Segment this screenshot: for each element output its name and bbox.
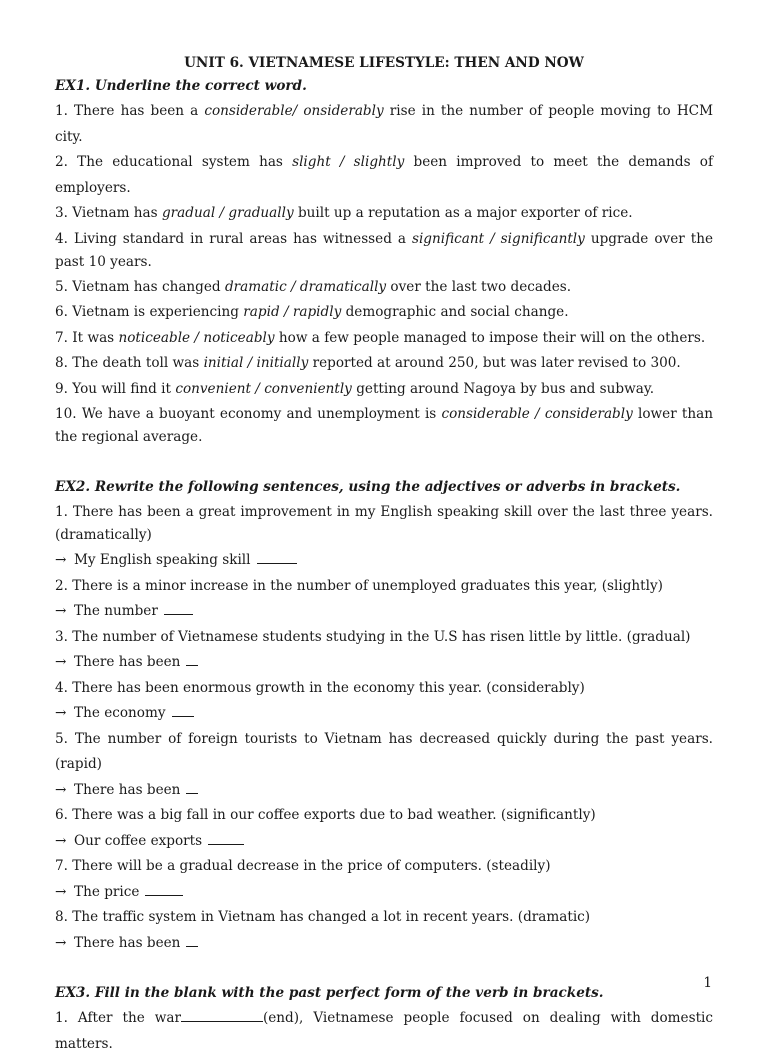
- ex1-options[interactable]: dramatic / dramatically: [224, 278, 387, 295]
- ex1-options[interactable]: noticeable / noticeably: [118, 329, 275, 346]
- ex1-item: 7. It was noticeable / noticeably how a few people managed to impose their will on the others.: [55, 329, 706, 346]
- ex1-item: 9. You will find it convenient / conveniently getting around Nagoya by bus and subway.: [55, 380, 655, 397]
- ex2-answer: → The price: [55, 880, 713, 906]
- ex1-heading: EX1. Underline the correct word.: [55, 78, 307, 94]
- document-title: UNIT 6. VIETNAMESE LIFESTYLE: THEN AND NOW: [184, 55, 584, 71]
- ex1-item: 3. Vietnam has gradual / gradually built up a reputation as a major exporter of rice.: [55, 205, 633, 221]
- ex1-item: 1. There has been a considerable/ onsiderably rise in the number of people moving to HCM city.: [55, 103, 713, 145]
- ex2-answer: → Our coffee exports: [55, 829, 713, 855]
- answer-blank[interactable]: [172, 704, 194, 717]
- ex3-item: 1. After the war (end), Vietnamese people focused on dealing with domestic matters.: [55, 1010, 713, 1052]
- answer-blank[interactable]: [181, 1009, 263, 1022]
- answer-blank[interactable]: [145, 883, 183, 896]
- ex1-item: 2. The educational system has slight / slightly been improved to meet the demands of employers.: [55, 154, 713, 196]
- ex2-question: 4. There has been enormous growth in the economy this year. (considerably): [55, 679, 585, 696]
- arrow-icon: →: [55, 552, 67, 568]
- ex1-options[interactable]: convenient / conveniently: [175, 380, 352, 397]
- ex1-item: 4. Living standard in rural areas has witnessed a significant / significantly upgrade over the past 10 years.: [55, 230, 713, 270]
- spacer: [55, 956, 713, 981]
- ex1-item: 10. We have a buoyant economy and unemployment is considerable / considerably lower than the regional average.: [55, 406, 713, 445]
- arrow-icon: →: [55, 832, 67, 849]
- answer-blank[interactable]: [186, 781, 198, 794]
- arrow-icon: →: [55, 603, 67, 619]
- arrow-icon: →: [55, 654, 67, 670]
- ex1-options[interactable]: gradual / gradually: [161, 205, 294, 221]
- arrow-icon: →: [55, 781, 67, 798]
- page-number: 1: [703, 975, 712, 991]
- ex2-question: 3. The number of Vietnamese students studying in the U.S has risen little by little. (gradual): [55, 628, 691, 645]
- ex1-options[interactable]: initial / initially: [203, 355, 309, 371]
- ex1-options[interactable]: rapid / rapidly: [243, 304, 342, 320]
- ex2-question: 5. The number of foreign tourists to Vietnam has decreased quickly during the past years. (rapid): [55, 730, 713, 772]
- document-page: [55, 52, 713, 1057]
- ex1-options[interactable]: considerable / considerably: [441, 406, 633, 422]
- answer-blank[interactable]: [257, 551, 297, 564]
- answer-blank[interactable]: [208, 832, 244, 845]
- spacer: [55, 450, 713, 475]
- ex2-question: 7. There will be a gradual decrease in the price of computers. (steadily): [55, 858, 551, 874]
- ex2-question: 6. There was a big fall in our coffee exports due to bad weather. (significantly): [55, 807, 596, 823]
- ex1-options[interactable]: considerable/ onsiderably: [204, 103, 384, 119]
- arrow-icon: →: [55, 705, 67, 721]
- ex2-answer: → My English speaking skill: [55, 548, 713, 574]
- ex1-item: 6. Vietnam is experiencing rapid / rapidly demographic and social change.: [55, 304, 569, 320]
- arrow-icon: →: [55, 883, 67, 900]
- ex3-heading: EX3. Fill in the blank with the past perfect form of the verb in brackets.: [55, 985, 604, 1001]
- ex2-answer: → There has been: [55, 650, 713, 676]
- arrow-icon: →: [55, 934, 67, 951]
- ex1-item: 8. The death toll was initial / initially reported at around 250, but was later revised to 300.: [55, 355, 681, 371]
- answer-blank[interactable]: [186, 653, 198, 666]
- ex2-question: 1. There has been a great improvement in my English speaking skill over the last three years. (dramatically): [55, 504, 713, 543]
- ex2-answer: → The number: [55, 599, 713, 625]
- ex1-item: 5. Vietnam has changed dramatic / dramatically over the last two decades.: [55, 278, 572, 295]
- ex2-question: 2. There is a minor increase in the number of unemployed graduates this year, (slightly): [55, 577, 663, 594]
- answer-blank[interactable]: [164, 602, 193, 615]
- ex2-answer: → The economy: [55, 701, 713, 727]
- answer-blank[interactable]: [186, 934, 198, 947]
- ex1-options[interactable]: significant / significantly: [411, 230, 585, 247]
- ex2-question: 8. The traffic system in Vietnam has changed a lot in recent years. (dramatic): [55, 909, 591, 925]
- ex2-answer: → There has been: [55, 778, 713, 804]
- ex2-heading: EX2. Rewrite the following sentences, using the adjectives or adverbs in brackets.: [55, 479, 681, 495]
- ex2-answer: → There has been: [55, 931, 713, 957]
- ex1-options[interactable]: slight / slightly: [292, 154, 405, 170]
